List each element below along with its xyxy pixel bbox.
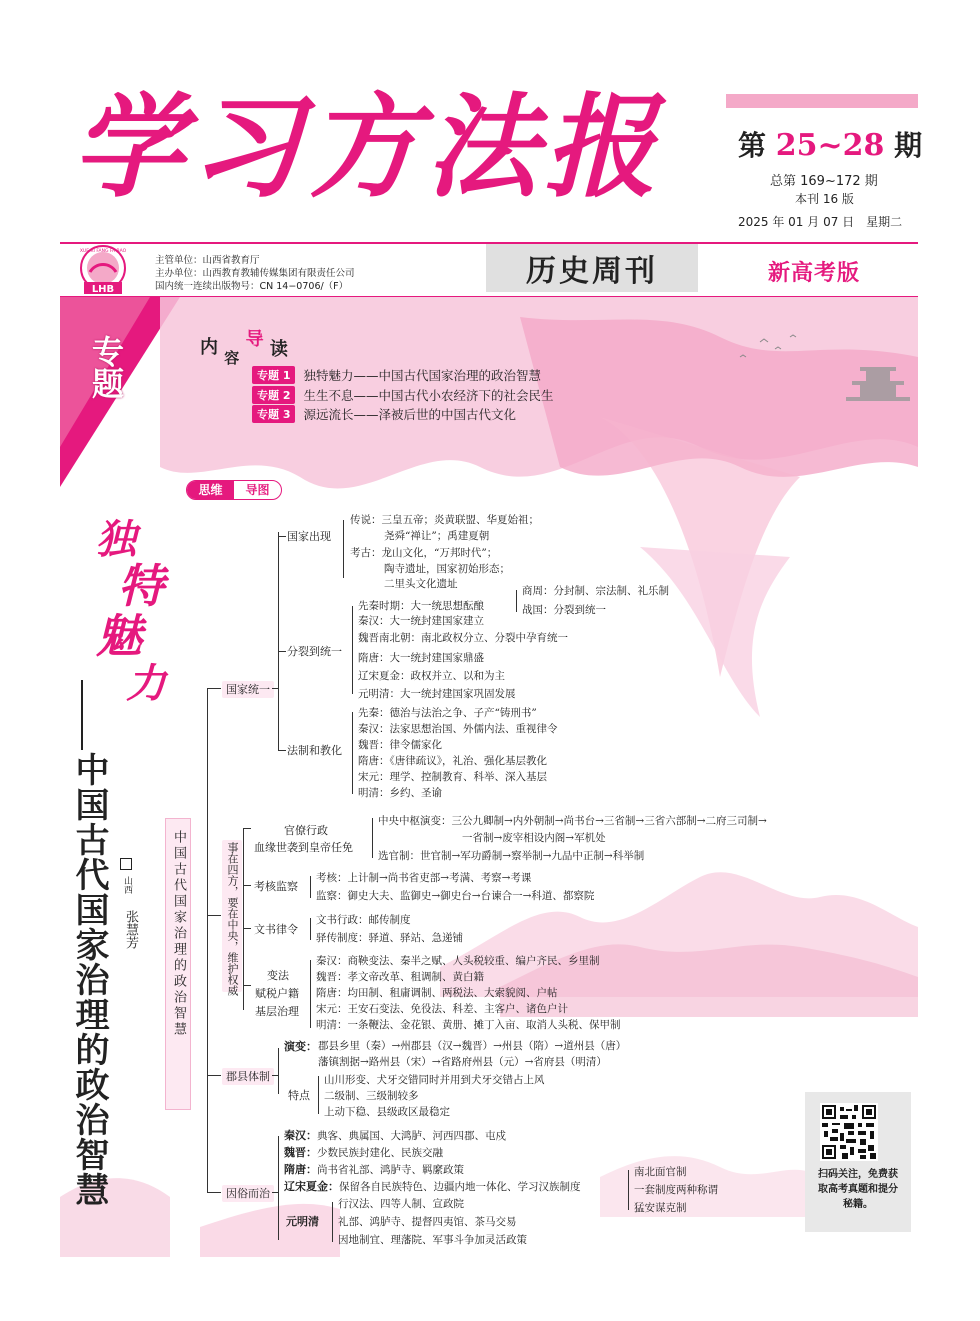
- logo-mark: LHB: [91, 284, 115, 295]
- node-supervise: 考核监察: [254, 880, 298, 893]
- connector: [278, 651, 286, 652]
- issue-prefix: 第: [738, 129, 767, 162]
- branch-line: [332, 1202, 333, 1242]
- edition-label: 新高考版: [768, 261, 861, 286]
- node-evolve: 演变：: [284, 1040, 317, 1053]
- node-customs: 因俗而治: [222, 1185, 274, 1202]
- leaf: 因地制宜、理藩院、军事斗争加灵活政策: [338, 1234, 527, 1246]
- era: 秦汉：: [284, 1129, 317, 1142]
- branch-line: [352, 712, 353, 794]
- leaf: 战国：分裂到统一: [522, 604, 606, 616]
- connector: [207, 688, 221, 689]
- node-reform-sub1: 赋税户籍: [255, 987, 299, 1000]
- branch-line: [516, 590, 517, 612]
- leaf: 山川形变、犬牙交错同时并用到犬牙交错占上风: [324, 1074, 545, 1086]
- feature-char: 力: [126, 660, 166, 707]
- leaf: 一套制度两种称谓: [634, 1184, 718, 1196]
- masthead-title: 学习方法报: [72, 82, 662, 213]
- leaf: 魏晋：律令儒家化: [358, 739, 442, 751]
- node-bureau-sub: 血缘世袭到皇帝任免: [254, 841, 353, 854]
- connector: [243, 985, 251, 986]
- author-area: 山西: [122, 876, 132, 894]
- connector: [272, 1075, 278, 1076]
- leaf: 隋唐：大一统封建国家鼎盛: [358, 652, 484, 664]
- leaf: 宋元：王安石变法、免役法、科差、主客户、诸色户计: [316, 1003, 568, 1015]
- leaf: 元明清：大一统封建国家巩固发展: [358, 688, 516, 700]
- contents-char: 容: [224, 349, 240, 367]
- leaf: 中央中枢演变：三公九卿制→内外朝制→尚书台→三省制→三省六部制→二府三司制→: [378, 815, 767, 827]
- branch-line: [310, 960, 311, 1028]
- toc-tag: 专题 3: [252, 405, 295, 423]
- feature-char: 魅: [96, 609, 142, 663]
- topic-label: 专题: [87, 335, 125, 399]
- leaf-text: 保留各自民族特色、边疆内地一体化、学习汉族制度: [339, 1181, 581, 1193]
- mindmap-tag-a: 思维: [187, 481, 234, 499]
- leaf: 尧舜“禅让”；禹建夏朝: [384, 530, 490, 542]
- publish-date: 2025 年 01 月 07 日 星期二: [738, 215, 903, 229]
- leaf: 魏晋南北朝：南北政权分立、分裂中孕育统一: [358, 632, 568, 644]
- leaf: 秦汉：大一统封建国家建立: [358, 615, 484, 627]
- leaf: 一省制→废宰相设内阁→军机处: [462, 832, 606, 844]
- leaf: 秦汉：商鞅变法、秦半之赋、人头税较重、编户齐民、乡里制: [316, 955, 600, 967]
- leaf: 陶寺遗址，国家初始形态；: [384, 563, 510, 575]
- toc-text: 生生不息——中国古代小农经济下的社会民生: [303, 388, 554, 403]
- author-name: 张慧芳: [123, 910, 138, 949]
- toc-text: 源远流长——泽被后世的中国古代文化: [303, 407, 516, 422]
- node-docs: 文书律令: [254, 923, 298, 936]
- leaf: 考核：上计制→尚书省吏部→考满、考察→考课: [316, 872, 532, 884]
- era: 辽宋夏金：: [284, 1180, 339, 1193]
- leaf: 考古：龙山文化，“万邦时代”；: [350, 547, 498, 559]
- connector: [243, 928, 251, 929]
- toc-text: 独特魅力——中国古代国家治理的政治智慧: [303, 368, 541, 383]
- node-county: 郡县体制: [222, 1068, 274, 1085]
- qr-caption: 扫码关注，免费获取高考真题和提分秘籍。: [818, 1169, 898, 1210]
- leaf: 郡县乡里（秦）→州郡县（汉→魏晋）→州县（隋）→道州县（唐）: [318, 1040, 627, 1052]
- trunk-line: [207, 688, 208, 1193]
- leaf: 二级制、三级制较多: [324, 1090, 419, 1102]
- branch-line: [278, 1048, 279, 1094]
- leaf: 礼部、鸿胪寺、提督四夷馆、茶马交易: [338, 1216, 517, 1228]
- leaf: 猛安谋克制: [634, 1202, 687, 1214]
- weekly-title: 历史周刊: [486, 244, 698, 292]
- toc-tag: 专题 2: [252, 386, 295, 404]
- branch-line: [343, 520, 344, 578]
- publisher-supervisor: 主管单位：山西省教育厅: [155, 255, 260, 266]
- side-banner-text: 中国古代国家治理的政治智慧: [171, 830, 186, 1038]
- mindmap-tag-b: 导图: [245, 483, 270, 497]
- branch-line: [278, 1136, 279, 1240]
- leaf: 传说：三皇五帝；炎黄联盟、华夏始祖；: [350, 514, 539, 526]
- leaf: 魏晋：孝文帝改革、租调制、黄白籍: [316, 971, 484, 983]
- leaf: 宋元：理学、控制教育、科举、深入基层: [358, 771, 547, 783]
- node-law: 法制和教化: [287, 744, 342, 757]
- leaf: 辽宋夏金：政权并立、以和为主: [358, 670, 505, 682]
- node-feature: 特点: [288, 1089, 310, 1102]
- issue-range: 25~28: [775, 128, 885, 163]
- leaf: 选官制：世官制→军功爵制→察举制→九品中正制→科举制: [378, 850, 645, 862]
- leaf: 藩镇割据→路州县（宋）→省路府州县（元）→省府县（明清）: [318, 1056, 607, 1068]
- leaf: 监察：御史大夫、监御史→御史台→台谏合一→科道、都察院: [316, 890, 595, 902]
- leaf: 隋唐：均田制、租庸调制、两税法、大索貌阅、户帖: [316, 987, 558, 999]
- leaf: 文书行政：邮传制度: [316, 914, 411, 926]
- node-yuan: 元明清: [286, 1215, 319, 1228]
- feature-subtitle: 中国古代国家治理的政治智慧: [69, 752, 109, 1207]
- node-central: 事在四方，要在中央，维护权威: [222, 840, 242, 992]
- leaf: [284, 1146, 443, 1160]
- connector: [207, 1192, 221, 1193]
- leaf: 上动下稳、县级政区最稳定: [324, 1106, 450, 1118]
- era: 魏晋：: [284, 1146, 317, 1159]
- qr-code-icon[interactable]: [820, 1103, 878, 1161]
- node-reform: 变法: [267, 969, 289, 982]
- leaf: 明清：乡约、圣谕: [358, 787, 442, 799]
- leaf-text: 少数民族封建化、民族交融: [317, 1147, 443, 1159]
- publisher-serial: 国内统一连续出版物号：CN 14−0706/（F）: [155, 281, 349, 292]
- leaf: [284, 1129, 506, 1143]
- leaf: 秦汉：法家思想治国、外儒内法、重视律令: [358, 723, 558, 735]
- connector: [243, 828, 251, 829]
- branch-line: [318, 1076, 319, 1114]
- leaf: 明清：一条鞭法、金花银、黄册、摊丁入亩、取消人头税、保甲制: [316, 1019, 621, 1031]
- connector: [207, 915, 221, 916]
- leaf-text: 尚书省礼部、鸿胪寺、羁縻政策: [317, 1164, 464, 1176]
- connector: [243, 885, 251, 886]
- leaf: 先秦时期：大一统思想酝酿: [358, 600, 484, 612]
- era: 隋唐：: [284, 1163, 317, 1176]
- leaf: 隋唐：《唐律疏议》，礼治、强化基层教化: [358, 755, 547, 767]
- branch-line: [243, 828, 244, 1010]
- feature-char: 独: [96, 516, 136, 563]
- contents-char: 读: [269, 339, 288, 360]
- page-count: 本刊 16 版: [795, 192, 854, 206]
- leaf: 南北面官制: [634, 1166, 687, 1178]
- toc-tag: 专题 1: [252, 366, 295, 384]
- feature-char: 特: [118, 559, 164, 613]
- connector: [207, 1075, 221, 1076]
- leaf: 商周：分封制、宗法制、礼乐制: [522, 585, 669, 597]
- total-issue: 总第 169~172 期: [770, 174, 878, 189]
- leaf: 二里头文化遗址: [384, 578, 458, 590]
- leaf: [284, 1180, 581, 1194]
- leaf: 行汉法、四等人制、宣政院: [338, 1198, 464, 1210]
- leaf-text: 典客、典属国、大鸿胪、河西四郡、屯戍: [317, 1130, 506, 1142]
- leaf: 驿传制度：驿道、驿站、急递铺: [316, 932, 463, 944]
- topic-number: 1: [112, 400, 149, 461]
- branch-line: [310, 918, 311, 940]
- branch-line: [628, 1170, 629, 1210]
- connector: [272, 1192, 278, 1193]
- logo-ring-text: XUE XI FANG FA BAO: [79, 249, 127, 254]
- node-unify: 国家统一: [222, 681, 274, 698]
- node-bureau: 官僚行政: [284, 824, 328, 837]
- contents-char: 内: [200, 337, 218, 358]
- node-reform-sub2: 基层治理: [255, 1005, 299, 1018]
- publisher-sponsor: 主办单位：山西教育教辅传媒集团有限责任公司: [155, 268, 355, 279]
- connector: [278, 750, 286, 751]
- connector: [272, 688, 278, 689]
- node-split: 分裂到统一: [287, 645, 342, 658]
- leaf: 先秦：德治与法治之争、子产“铸刑书”: [358, 707, 537, 719]
- node-origin: 国家出现: [287, 530, 331, 543]
- contents-char: 导: [245, 329, 264, 350]
- connector: [278, 536, 286, 537]
- issue-suffix: 期: [894, 129, 923, 162]
- branch-line: [372, 818, 373, 858]
- leaf: [284, 1163, 464, 1177]
- branch-line: [310, 876, 311, 898]
- branch-line: [278, 532, 279, 750]
- branch-line: [352, 606, 353, 694]
